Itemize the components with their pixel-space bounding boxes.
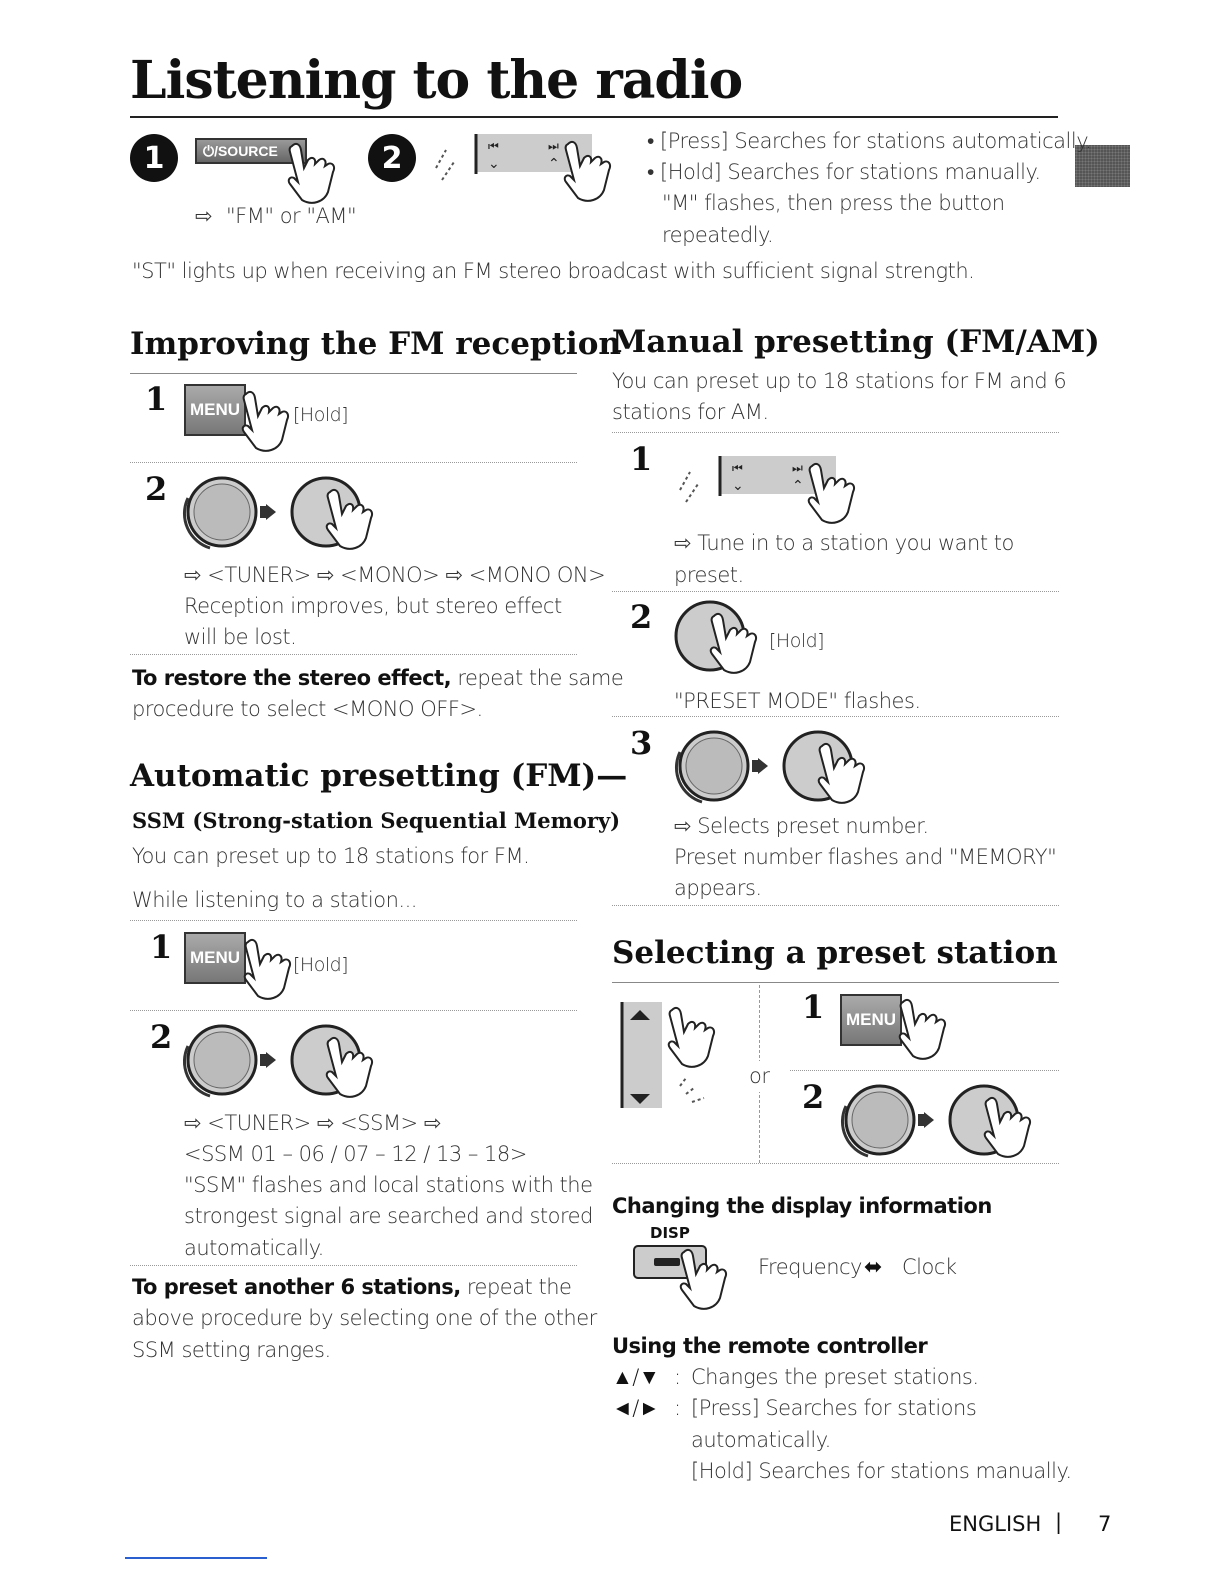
automatic-subheading: SSM (Strong-station Sequential Memory) [132, 808, 621, 833]
svg-text:⏭: ⏭ [548, 139, 559, 153]
title-rule [130, 116, 1058, 118]
svg-text:⌄: ⌄ [732, 478, 744, 494]
improving-step-1-num: 1 [145, 380, 168, 418]
divider [130, 1010, 577, 1011]
st-note: "ST" lights up when receiving an FM stereo broadcast with sufficient signal strength. [132, 259, 975, 283]
automatic-step-1-num: 1 [150, 928, 173, 966]
remote-leftright-text: [Press] Searches for stations [691, 1396, 977, 1420]
or-label: or [747, 1061, 771, 1092]
remote-updown-text: Changes the preset stations. [691, 1365, 979, 1389]
control-dial-icon[interactable] [838, 1076, 1048, 1166]
manual-desc-1: You can preset up to 18 stations for FM and 6 [612, 369, 1067, 393]
control-dial-icon[interactable] [672, 722, 882, 812]
control-dial-icon[interactable] [672, 598, 782, 688]
manual-heading: Manual presetting (FM/AM) [612, 324, 1100, 360]
step-2-badge: 2 [368, 134, 416, 182]
step-1-badge: 1 [130, 134, 178, 182]
footer-language: ENGLISH [949, 1512, 1042, 1536]
display-frequency: Frequency [758, 1255, 862, 1279]
manual-hold: [Hold] [769, 630, 825, 652]
automatic-step-2-num: 2 [150, 1018, 173, 1056]
selecting-step-1-num: 1 [802, 988, 825, 1026]
automatic-seq-2: <SSM 01 – 06 / 07 – 12 / 13 – 18> [184, 1142, 527, 1166]
arrow-icon: ⇨ [195, 204, 213, 228]
svg-text:⏭: ⏭ [792, 461, 803, 475]
footer-separator: | [1055, 1510, 1063, 1534]
improving-result-2: will be lost. [184, 625, 297, 649]
control-dial-icon[interactable] [180, 1016, 390, 1106]
hand-pointer-icon [282, 140, 342, 210]
manual-step3-result-3: appears. [674, 876, 762, 900]
remote-keys-updown: ▲/▼ [612, 1365, 660, 1389]
svg-text:⌄: ⌄ [488, 156, 500, 172]
remote-sep: : [674, 1365, 681, 1389]
seek-buttons-icon[interactable] [428, 128, 628, 208]
automatic-result-2: strongest signal are searched and stored [184, 1204, 593, 1228]
manual-step3-result-2: Preset number flashes and "MEMORY" [674, 845, 1057, 869]
step1-result: "FM" or "AM" [226, 204, 357, 228]
display-info-heading: Changing the display information [612, 1194, 992, 1218]
selecting-rule [612, 982, 1059, 983]
remote-leftright-cont-1: automatically. [691, 1428, 831, 1452]
menu-button[interactable]: MENU [184, 384, 246, 436]
manual-step-1-num: 1 [630, 440, 653, 478]
control-dial-icon[interactable] [180, 468, 390, 558]
manual-step1-result-2: preset. [674, 563, 744, 587]
restore-note-2: procedure to select <MONO OFF>. [132, 697, 483, 721]
page-title: Listening to the radio [130, 50, 743, 111]
automatic-while: While listening to a station... [132, 888, 417, 912]
remote-sep: : [674, 1396, 681, 1420]
remote-keys-leftright: ◄/► [612, 1396, 660, 1420]
automatic-result-1: "SSM" flashes and local stations with the [184, 1173, 593, 1197]
disp-button-icon[interactable] [632, 1244, 742, 1310]
selecting-step-2-num: 2 [802, 1078, 825, 1116]
divider [130, 1265, 577, 1266]
improving-result-1: Reception improves, but stereo effect [184, 594, 562, 618]
automatic-hold: [Hold] [293, 954, 349, 976]
divider [612, 432, 1059, 433]
improving-heading: Improving the FM reception [130, 326, 621, 362]
selecting-heading: Selecting a preset station [612, 935, 1058, 971]
divider [130, 920, 577, 921]
manual-step-3-num: 3 [630, 724, 653, 762]
manual-step-2-num: 2 [630, 598, 653, 636]
menu-button[interactable]: MENU [840, 994, 902, 1046]
improving-rule [130, 373, 577, 374]
another-note-2: above procedure by selecting one of the other [132, 1306, 597, 1330]
manual-desc-2: stations for AM. [612, 400, 769, 424]
manual-step1-result-1: ⇨ Tune in to a station you want to [674, 531, 1014, 555]
improving-sequence: ⇨ <TUNER> ⇨ <MONO> ⇨ <MONO ON> [184, 563, 606, 587]
divider [612, 716, 1059, 717]
hand-pointer-icon [236, 388, 296, 458]
improving-hold: [Hold] [293, 404, 349, 426]
divider [612, 1163, 1059, 1164]
bullet-hold-cont2: repeatedly. [662, 223, 774, 247]
source-button[interactable]: ⏻/SOURCE [195, 138, 307, 164]
hand-pointer-icon [238, 936, 298, 1006]
another-note: To preset another 6 stations, repeat the [132, 1275, 572, 1299]
display-clock: Clock [902, 1255, 957, 1279]
remote-leftright-cont-2: [Hold] Searches for stations manually. [691, 1459, 1072, 1483]
seek-buttons-icon[interactable] [672, 450, 872, 530]
automatic-seq-1: ⇨ <TUNER> ⇨ <SSM> ⇨ [184, 1111, 441, 1135]
divider [790, 1070, 1059, 1071]
automatic-heading: Automatic presetting (FM)— [130, 758, 628, 794]
improving-step-2-num: 2 [145, 470, 168, 508]
manual-step3-result-1: ⇨ Selects preset number. [674, 814, 929, 838]
hand-pointer-icon [893, 996, 953, 1066]
menu-button[interactable]: MENU [184, 932, 246, 984]
automatic-result-3: automatically. [184, 1236, 324, 1260]
divider [612, 905, 1059, 906]
svg-text:⌃: ⌃ [792, 478, 804, 494]
bullet-hold: • [Hold] Searches for stations manually. [647, 160, 1041, 184]
svg-text:⏮: ⏮ [488, 139, 499, 153]
up-down-buttons-icon[interactable] [620, 998, 730, 1138]
restore-note: To restore the stereo effect, repeat the same [132, 666, 624, 690]
page-number: 7 [1098, 1512, 1112, 1536]
remote-heading: Using the remote controller [612, 1334, 928, 1358]
divider [130, 654, 577, 655]
bullet-press: • [Press] Searches for stations automatically. [647, 129, 1092, 153]
svg-text:⏮: ⏮ [732, 461, 743, 475]
divider [612, 591, 1059, 592]
bottom-link-line [125, 1557, 267, 1559]
divider [130, 462, 577, 463]
another-note-3: SSM setting ranges. [132, 1338, 331, 1362]
bullet-hold-cont: "M" flashes, then press the button [662, 191, 1005, 215]
disp-label: DISP [650, 1224, 690, 1242]
manual-step2-result: "PRESET MODE" flashes. [674, 689, 921, 713]
bidirectional-arrow-icon: ⬌ [864, 1255, 883, 1280]
svg-text:⌃: ⌃ [548, 156, 560, 172]
automatic-desc: You can preset up to 18 stations for FM. [132, 844, 530, 868]
